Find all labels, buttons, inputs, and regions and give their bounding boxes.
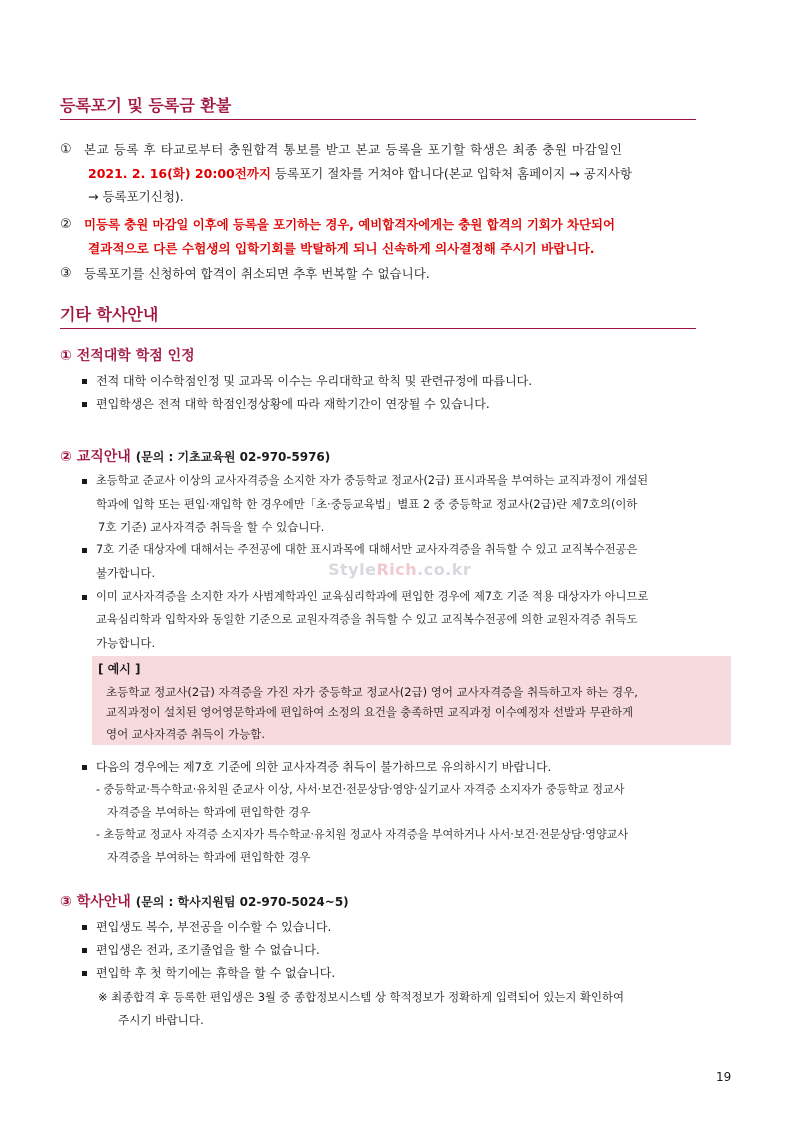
refund-item-3: 등록포기를 신청하여 합격이 취소되면 추후 번복할 수 없습니다. <box>84 266 430 281</box>
teaching-contact: (문의 : 기초교육원 02-970-5976) <box>135 450 331 464</box>
item-number-2: ② <box>60 217 72 232</box>
bullet-icon <box>82 971 87 976</box>
refund-warning-line-2: 결과적으로 다른 수험생의 입학기회를 박탈하게 되니 신속하게 의사결정해 주시기 바랍니다. <box>88 241 595 256</box>
item-number-3: ③ <box>60 266 72 281</box>
refund-item-1-line-2 <box>88 166 632 182</box>
teaching-bullet-2-line-1: 7호 기준 대상자에 대해서는 주전공에 대한 표시과목에 대해서만 교사자격증을 취득할 수 있고 교직복수전공은 <box>96 543 638 556</box>
credit-bullet-2: 편입학생은 전적 대학 학점인정상황에 따라 재학기간이 연장될 수 있습니다. <box>96 397 490 411</box>
academic-bullet-2: 편입생은 전과, 조기졸업을 할 수 없습니다. <box>96 943 320 957</box>
academic-bullet-3: 편입학 후 첫 학기에는 휴학을 할 수 없습니다. <box>96 966 336 980</box>
example-line-2: 교직과정이 설치된 영어영문학과에 편입하여 소정의 요건을 충족하면 교직과정 이수예정자 선발과 무관하게 <box>106 706 633 719</box>
refund-item-1-line-3: → 등록포기신청). <box>88 189 184 204</box>
academic-bullet-1: 편입생도 복수, 부전공을 이수할 수 있습니다. <box>96 920 332 934</box>
teaching-bullet-4: 다음의 경우에는 제7호 기준에 의한 교사자격증 취득이 불가하므로 유의하시기 바랍니다. <box>96 760 552 774</box>
watermark: StyleRich.co.kr <box>328 560 472 579</box>
section-title-refund: 등록포기 및 등록금 환불 <box>60 96 696 120</box>
item-number-1: ① <box>60 142 72 157</box>
teaching-dash-1-line-2: 자격증을 부여하는 학과에 편입학한 경우 <box>107 805 311 819</box>
subsection-academic-info <box>60 893 349 911</box>
bullet-icon <box>82 379 87 384</box>
credit-bullet-1: 전적 대학 이수학점인정 및 교과목 이수는 우리대학교 학칙 및 관련규정에 따릅니다. <box>96 374 533 388</box>
academic-info-title: ③ 학사안내 <box>60 894 131 910</box>
refund-item-1-line-2-rest: 등록포기 절차를 거쳐야 합니다(본교 입학처 홈페이지 → 공지사항 <box>270 166 633 181</box>
example-title: [ 예시 ] <box>98 662 141 676</box>
example-line-3: 영어 교사자격증 취득이 가능함. <box>106 727 266 741</box>
refund-warning-line-1: 미등록 충원 마감일 이후에 등록을 포기하는 경우, 예비합격자에게는 충원 합격의 기회가 차단되어 <box>84 217 615 232</box>
page-number: 19 <box>716 1070 732 1084</box>
subsection-credit-recognition: ① 전적대학 학점 인정 <box>60 348 195 364</box>
teaching-bullet-3-line-3: 가능합니다. <box>96 636 156 650</box>
bullet-icon <box>82 548 87 553</box>
teaching-bullet-1-line-1: 초등학교 준교사 이상의 교사자격증을 소지한 자가 중등학교 정교사(2급) 표시과목을 부여하는 교직과정이 개설된 <box>96 474 649 487</box>
teaching-bullet-3-line-2: 교육심리학과 입학자와 동일한 기준으로 교원자격증을 취득할 수 있고 교직복수전공에 의한 교원자격증 취득도 <box>96 613 638 626</box>
academic-info-contact: (문의 : 학사지원팀 02-970-5024~5) <box>135 895 349 909</box>
bullet-icon <box>82 765 87 770</box>
teaching-title: ② 교직안내 <box>60 449 131 465</box>
bullet-icon <box>82 402 87 407</box>
teaching-bullet-2-line-2: 불가합니다. <box>96 566 156 580</box>
section-title-academic: 기타 학사안내 <box>60 305 696 329</box>
teaching-bullet-1-line-2: 학과에 입학 또는 편입·재입학 한 경우에만「초·중등교육법」별표 2 중 중등학교 정교사(2급)란 제7호의(이하 <box>96 497 638 511</box>
refund-deadline: 2021. 2. 16(화) 20:00전까지 <box>88 166 271 181</box>
subsection-teaching <box>60 448 330 466</box>
teaching-dash-1-line-1: - 중등학교·특수학교·유치원 준교사 이상, 사서·보건·전문상담·영양·실기교사 자격증 소지자가 중등학교 정교사 <box>96 783 625 796</box>
bullet-icon <box>82 925 87 930</box>
academic-note-line-2: 주시기 바랍니다. <box>118 1013 204 1027</box>
teaching-bullet-3-line-1: 이미 교사자격증을 소지한 자가 사범계학과인 교육심리학과에 편입한 경우에 제7호 기준 적용 대상자가 아니므로 <box>96 590 649 603</box>
teaching-dash-2-line-1: - 초등학교 정교사 자격증 소지자가 특수학교·유치원 정교사 자격증을 부여하거나 사서·보건·전문상담·영양교사 <box>96 828 629 841</box>
teaching-dash-2-line-2: 자격증을 부여하는 학과에 편입학한 경우 <box>107 850 311 864</box>
example-line-1: 초등학교 정교사(2급) 자격증을 가진 자가 중등학교 정교사(2급) 영어 교사자격증을 취득하고자 하는 경우, <box>106 685 638 699</box>
academic-note-line-1: ※ 최종합격 후 등록한 편입생은 3월 중 종합정보시스템 상 학적정보가 정확하게 입력되어 있는지 확인하여 <box>98 990 625 1004</box>
bullet-icon <box>82 595 87 600</box>
bullet-icon <box>82 479 87 484</box>
bullet-icon <box>82 948 87 953</box>
teaching-bullet-1-line-3: 7호 기준) 교사자격증 취득을 할 수 있습니다. <box>98 520 325 534</box>
refund-item-1-line-1: 본교 등록 후 타교로부터 충원합격 통보를 받고 본교 등록을 포기할 학생은 최종 충원 마감일인 <box>84 142 623 157</box>
